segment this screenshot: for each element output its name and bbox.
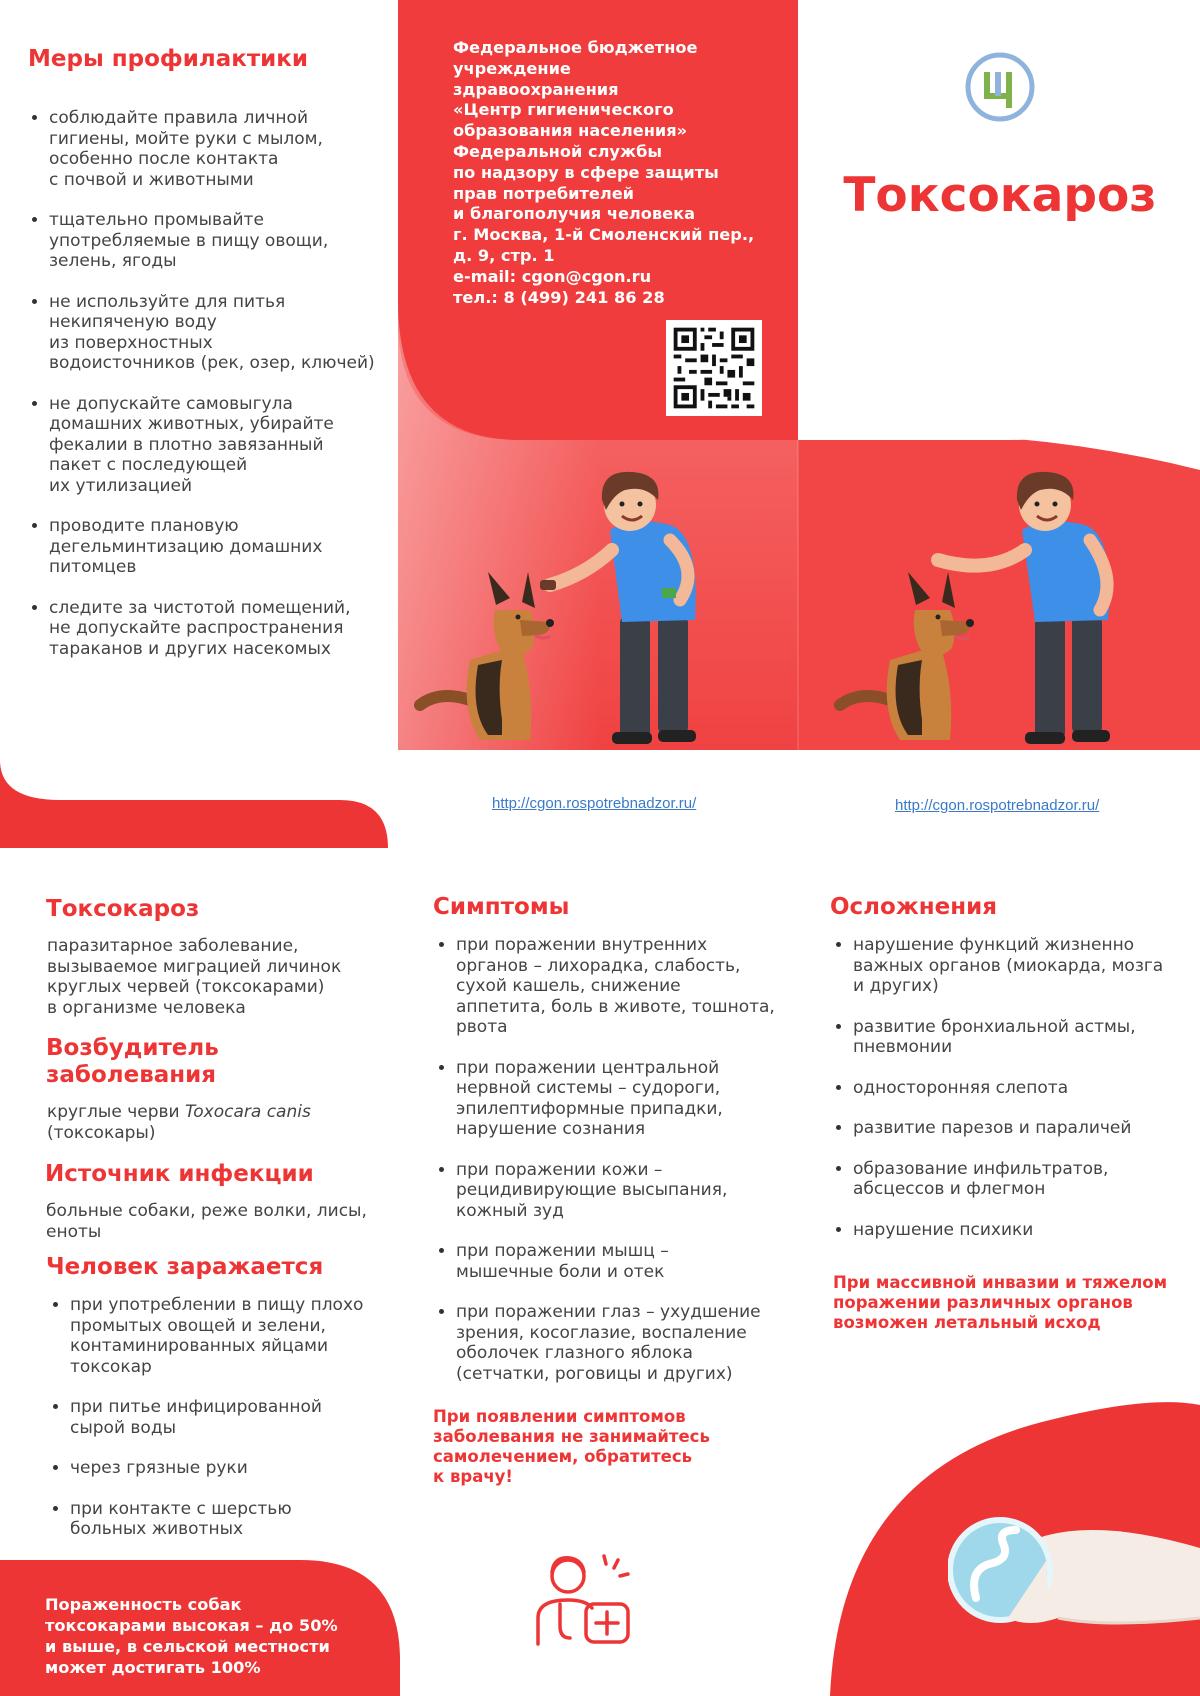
list-item: • соблюдайте правила личной гигиены, мойте руки с мылом, особенно после контакта с почвой и животными	[49, 108, 409, 190]
list-item: • не используйте для питья некипяченую воду из поверхностных водоисточников (рек, озер, ключей)	[49, 292, 409, 374]
list-item: • при поражении внутренних органов – лихорадка, слабость, сухой кашель, снижение аппетита, боль в животе, тошнота, рвота	[456, 935, 816, 1038]
pathogen-latin-name: Toxocara canis	[184, 1102, 311, 1122]
list-item: • через грязные руки	[70, 1458, 410, 1479]
infection-title: Человек заражается	[46, 1254, 324, 1280]
dog-icon	[840, 572, 974, 740]
doctor-icon	[530, 1548, 640, 1648]
list-item: • следите за чистотой помещений, не допускайте распространения тараканов и других насекомых	[49, 598, 409, 660]
dog-infection-stat: Пораженность собак токсокарами высокая – до 50% и выше, в сельской местности может достигать 100%	[45, 1595, 338, 1677]
source-text: больные собаки, реже волки, лисы, еноты	[46, 1201, 367, 1242]
list-item: • тщательно промывайте употребляемые в пищу овощи, зелень, ягоды	[49, 210, 409, 272]
website-link-left[interactable]: http://cgon.rospotrebnadzor.ru/	[492, 795, 697, 812]
man-icon	[938, 472, 1110, 744]
list-item: • при поражении глаз – ухудшение зрения, косоглазие, воспаление оболочек глазного яблока (сетчатки, роговицы и других)	[456, 1302, 816, 1384]
complications-list	[831, 935, 1200, 1260]
dog-icon	[420, 572, 554, 740]
prevention-title: Меры профилактики	[28, 46, 308, 72]
symptoms-warning: При появлении симптомов заболевания не занимайтесь самолечением, обратитесь к врачу!	[433, 1407, 710, 1486]
list-item: • при поражении центральной нервной системы – судороги, эпилептиформные припадки, нарушение сознания	[456, 1058, 816, 1140]
cgon-logo-icon	[965, 52, 1035, 122]
disease-title: Токсокароз	[46, 896, 200, 922]
complications-warning: При массивной инвазии и тяжелом поражении различных органов возможен летальный исход	[833, 1273, 1168, 1332]
man-icon	[540, 472, 696, 744]
list-item: • нарушение психики	[853, 1220, 1200, 1241]
list-item: • развитие бронхиальной астмы, пневмонии	[853, 1017, 1200, 1058]
list-item: • проводите плановую дегельминтизацию домашних питомцев	[49, 516, 409, 578]
complications-title: Осложнения	[830, 894, 997, 920]
symptoms-title: Симптомы	[433, 894, 570, 920]
list-item: • развитие парезов и параличей	[853, 1118, 1200, 1139]
source-title: Источник инфекции	[45, 1161, 314, 1187]
infection-list	[48, 1295, 410, 1560]
list-item: • при поражении кожи – рецидивирующие высыпания, кожный зуд	[456, 1160, 816, 1222]
list-item: • не допускайте самовыгула домашних животных, убирайте фекалии в плотно завязанный пакет с последующей их утилизацией	[49, 394, 409, 497]
man-with-dog-illustration	[400, 460, 798, 750]
list-item: • при употреблении в пищу плохо промытых овощей и зелени, контаминированных яйцами токсокар	[70, 1295, 410, 1377]
disease-description: паразитарное заболевание, вызываемое миграцией личинок круглых червей (токсокарами) в организме человека	[47, 936, 342, 1018]
symptoms-list	[434, 935, 816, 1404]
list-item: • при питье инфицированной сырой воды	[70, 1397, 410, 1438]
petri-dish-icon	[948, 1508, 1200, 1638]
website-link-right[interactable]: http://cgon.rospotrebnadzor.ru/	[895, 797, 1100, 814]
cover-title: Токсокароз	[843, 168, 1157, 223]
list-item: • нарушение функций жизненно важных органов (миокарда, мозга и других)	[853, 935, 1200, 997]
prevention-list	[27, 108, 409, 679]
list-item: • образование инфильтратов, абсцессов и флегмон	[853, 1159, 1200, 1200]
man-petting-dog-illustration	[800, 460, 1200, 750]
list-item: • при контакте с шерстью больных животных	[70, 1499, 410, 1540]
qr-code-icon[interactable]	[666, 320, 762, 416]
list-item: • при поражении мышц – мышечные боли и отек	[456, 1241, 816, 1282]
pathogen-text: круглые черви Toxocara canis (токсокары)	[47, 1102, 311, 1143]
list-item: • односторонняя слепота	[853, 1078, 1200, 1099]
org-info: Федеральное бюджетное учреждение здравоохранения «Центр гигиенического образования населения» Федеральной службы по надзору в сфере защиты прав потребителей и благополучия человека г. Москва, 1-й Смоленский пер., д. 9, стр. 1 e-mail: cgon@cgon.ru тел.: 8 (499) 241 86 28	[453, 38, 755, 307]
pathogen-title: Возбудитель заболевания	[46, 1035, 219, 1088]
